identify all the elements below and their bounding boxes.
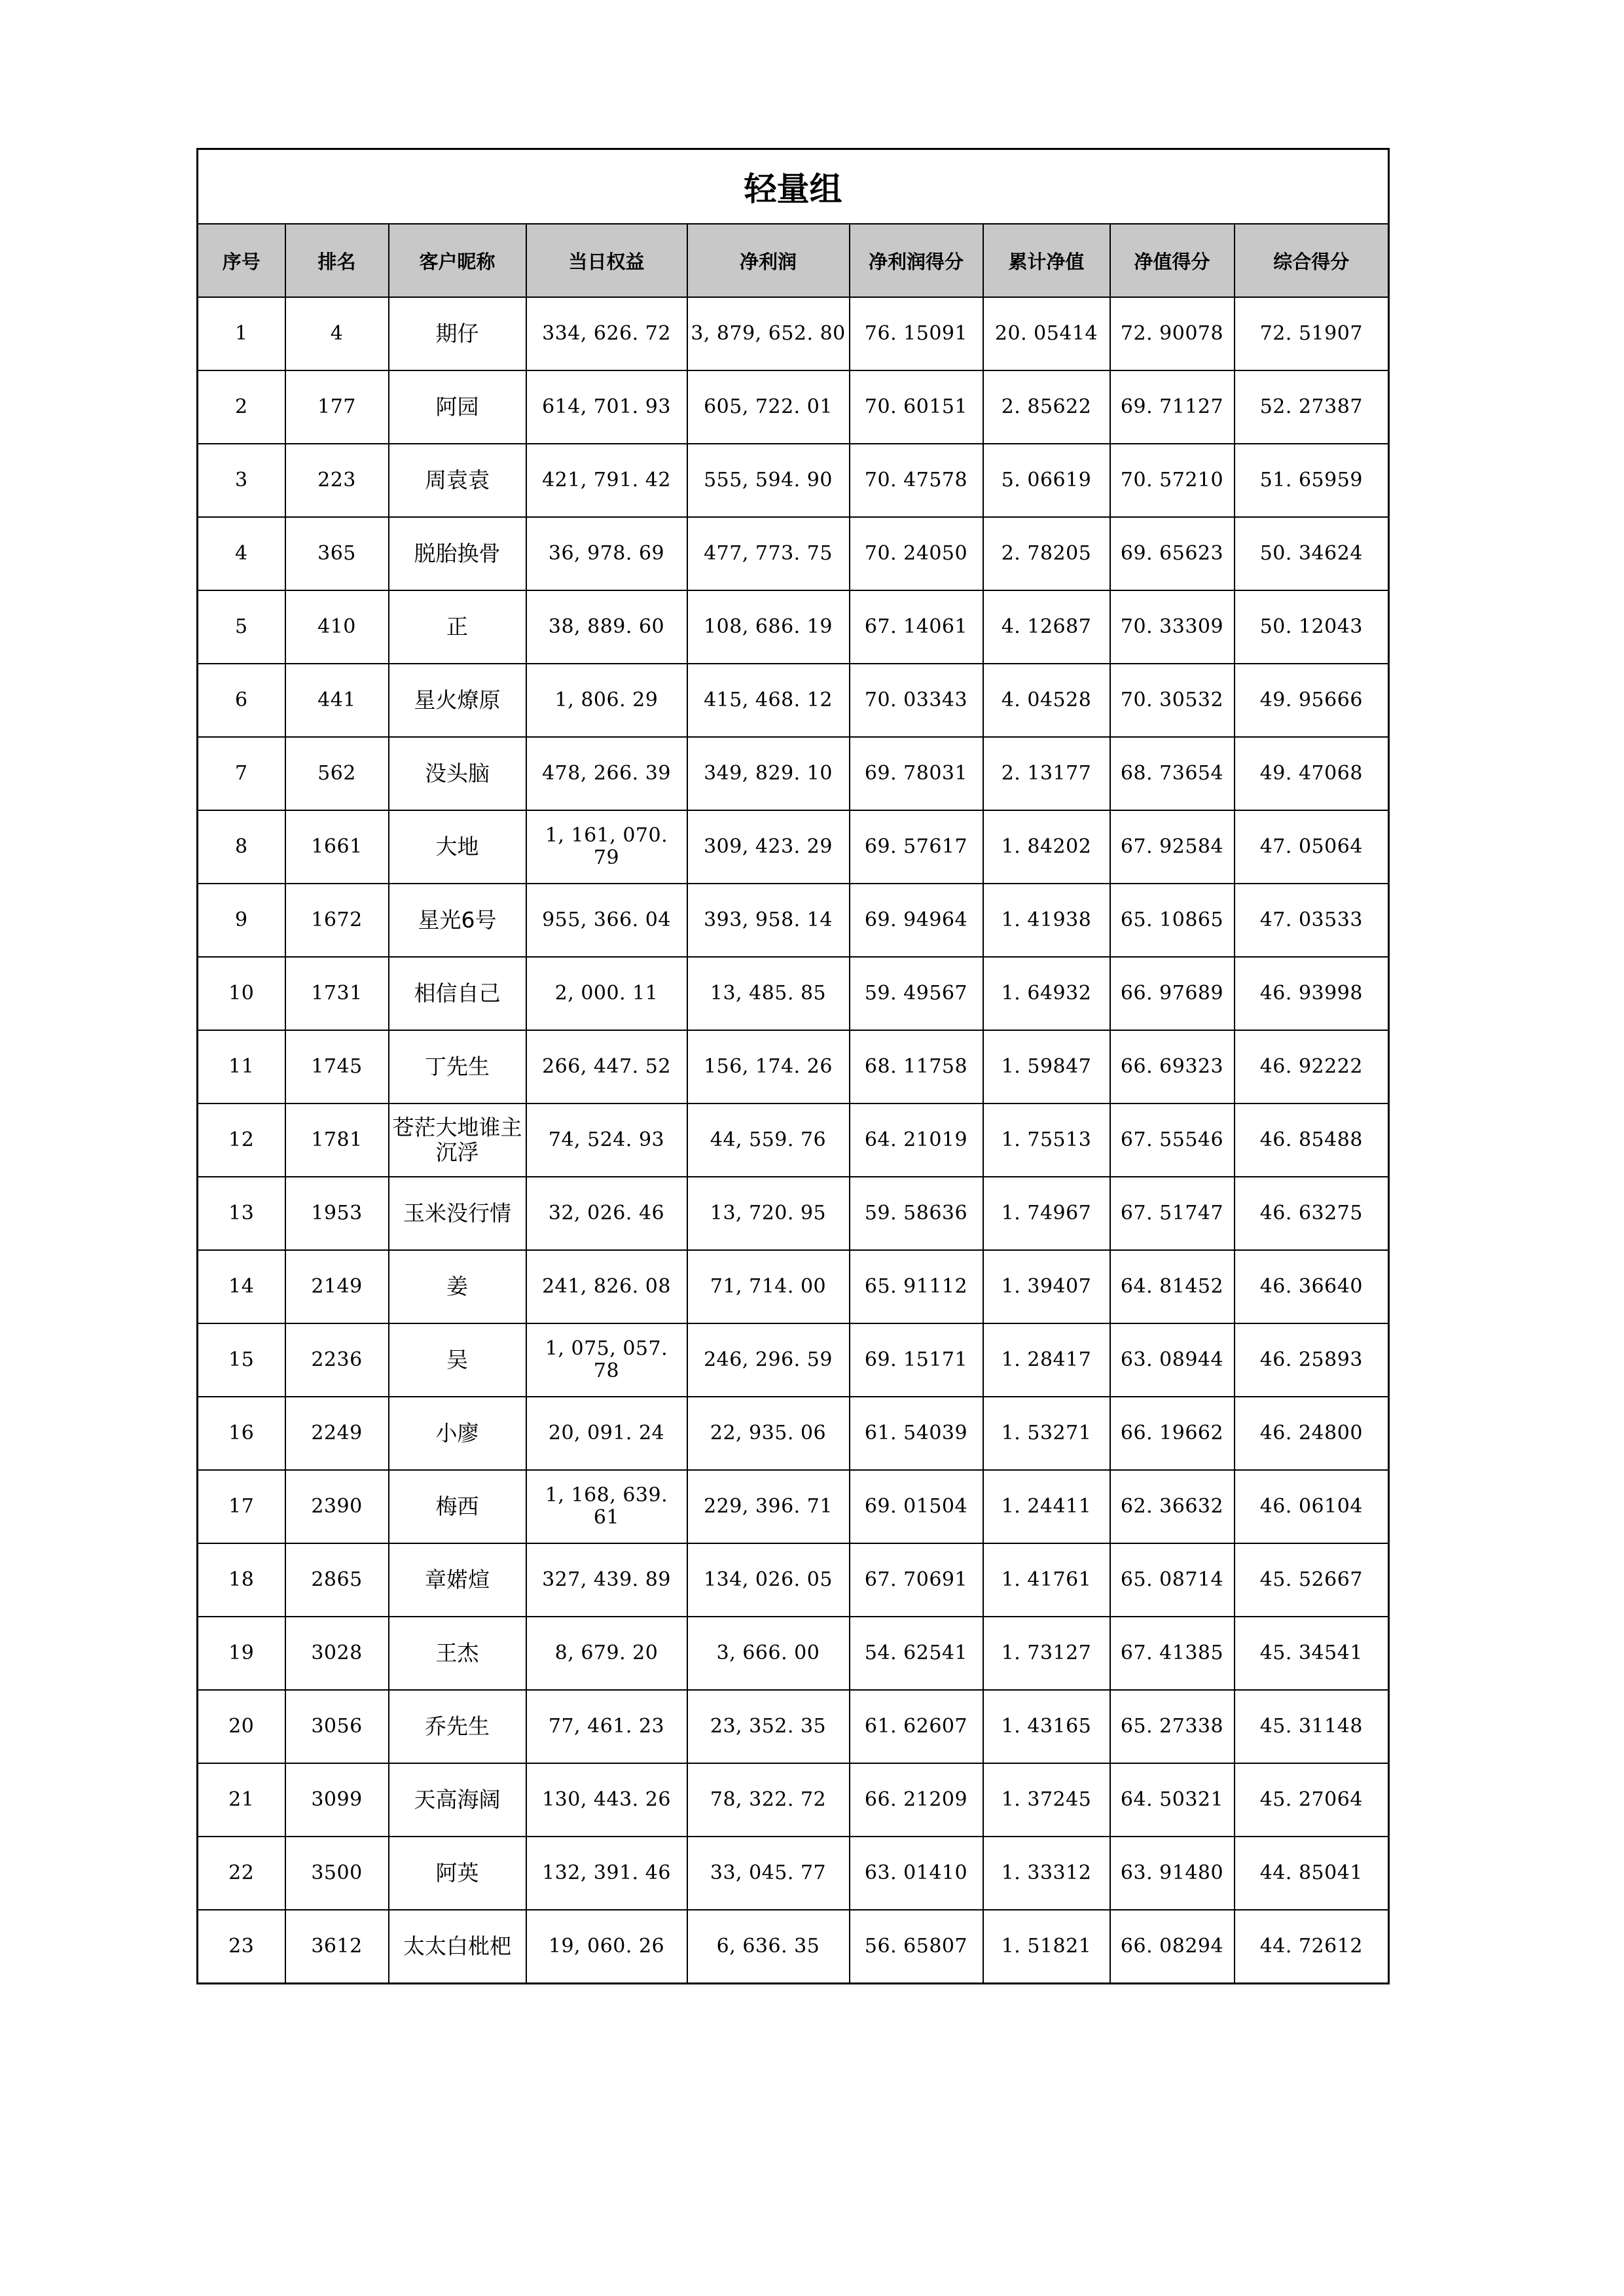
table-row xyxy=(198,1910,1389,1984)
total-score-cell: 46. 92222 xyxy=(1235,1030,1389,1103)
index-cell: 19 xyxy=(198,1617,285,1690)
net-profit-score-cell: 56. 65807 xyxy=(850,1910,983,1984)
column-header-rank: 排名 xyxy=(285,224,389,297)
nickname-cell: 小廖 xyxy=(389,1397,526,1470)
index-cell: 18 xyxy=(198,1543,285,1617)
index-cell: 12 xyxy=(198,1103,285,1177)
index-cell: 9 xyxy=(198,884,285,957)
net-profit-score-cell: 70. 24050 xyxy=(850,517,983,590)
equity-cell: 2, 000. 11 xyxy=(526,957,687,1030)
total-score-cell: 72. 51907 xyxy=(1235,297,1389,370)
rank-cell: 410 xyxy=(285,590,389,664)
cumulative-nav-cell: 2. 85622 xyxy=(983,370,1110,444)
nickname-cell: 阿英 xyxy=(389,1837,526,1910)
cumulative-nav-cell: 1. 24411 xyxy=(983,1470,1110,1543)
nav-score-cell: 67. 55546 xyxy=(1110,1103,1235,1177)
column-header-index: 序号 xyxy=(198,224,285,297)
nickname-cell: 期仔 xyxy=(389,297,526,370)
net-profit-score-cell: 69. 94964 xyxy=(850,884,983,957)
net-profit-cell: 349, 829. 10 xyxy=(687,737,850,810)
total-score-cell: 50. 12043 xyxy=(1235,590,1389,664)
net-profit-score-cell: 70. 60151 xyxy=(850,370,983,444)
net-profit-cell: 3, 666. 00 xyxy=(687,1617,850,1690)
net-profit-cell: 309, 423. 29 xyxy=(687,810,850,884)
table-row xyxy=(198,884,1389,957)
rank-cell: 2236 xyxy=(285,1323,389,1397)
total-score-cell: 46. 24800 xyxy=(1235,1397,1389,1470)
table-row xyxy=(198,444,1389,517)
index-cell: 11 xyxy=(198,1030,285,1103)
nickname-cell: 星火燎原 xyxy=(389,664,526,737)
rank-cell: 177 xyxy=(285,370,389,444)
nav-score-cell: 66. 69323 xyxy=(1110,1030,1235,1103)
total-score-cell: 45. 27064 xyxy=(1235,1763,1389,1837)
nickname-cell: 苍茫大地谁主沉浮 xyxy=(389,1103,526,1177)
net-profit-score-cell: 69. 78031 xyxy=(850,737,983,810)
nav-score-cell: 72. 90078 xyxy=(1110,297,1235,370)
rank-cell: 3056 xyxy=(285,1690,389,1763)
nickname-cell: 相信自己 xyxy=(389,957,526,1030)
nav-score-cell: 63. 91480 xyxy=(1110,1837,1235,1910)
nickname-cell: 正 xyxy=(389,590,526,664)
nav-score-cell: 65. 10865 xyxy=(1110,884,1235,957)
total-score-cell: 46. 25893 xyxy=(1235,1323,1389,1397)
net-profit-score-cell: 59. 49567 xyxy=(850,957,983,1030)
score-sheet xyxy=(196,148,1388,1984)
table-row xyxy=(198,1543,1389,1617)
index-cell: 8 xyxy=(198,810,285,884)
nickname-cell: 星光6号 xyxy=(389,884,526,957)
nav-score-cell: 62. 36632 xyxy=(1110,1470,1235,1543)
nav-score-cell: 69. 65623 xyxy=(1110,517,1235,590)
table-row xyxy=(198,957,1389,1030)
rank-cell: 365 xyxy=(285,517,389,590)
index-cell: 5 xyxy=(198,590,285,664)
table-row xyxy=(198,1690,1389,1763)
cumulative-nav-cell: 4. 04528 xyxy=(983,664,1110,737)
table-row xyxy=(198,1397,1389,1470)
index-cell: 14 xyxy=(198,1250,285,1323)
equity-cell: 1, 161, 070. 79 xyxy=(526,810,687,884)
nickname-cell: 丁先生 xyxy=(389,1030,526,1103)
rank-cell: 223 xyxy=(285,444,389,517)
net-profit-cell: 78, 322. 72 xyxy=(687,1763,850,1837)
net-profit-cell: 134, 026. 05 xyxy=(687,1543,850,1617)
nickname-cell: 周袁袁 xyxy=(389,444,526,517)
cumulative-nav-cell: 1. 39407 xyxy=(983,1250,1110,1323)
total-score-cell: 47. 05064 xyxy=(1235,810,1389,884)
title-row xyxy=(198,149,1389,224)
index-cell: 21 xyxy=(198,1763,285,1837)
net-profit-cell: 23, 352. 35 xyxy=(687,1690,850,1763)
table-row xyxy=(198,1470,1389,1543)
table-row xyxy=(198,664,1389,737)
cumulative-nav-cell: 20. 05414 xyxy=(983,297,1110,370)
rank-cell: 3500 xyxy=(285,1837,389,1910)
nickname-cell: 脱胎换骨 xyxy=(389,517,526,590)
nickname-cell: 玉米没行情 xyxy=(389,1177,526,1250)
net-profit-cell: 555, 594. 90 xyxy=(687,444,850,517)
index-cell: 16 xyxy=(198,1397,285,1470)
cumulative-nav-cell: 1. 41761 xyxy=(983,1543,1110,1617)
nickname-cell: 乔先生 xyxy=(389,1690,526,1763)
index-cell: 6 xyxy=(198,664,285,737)
rank-cell: 4 xyxy=(285,297,389,370)
equity-cell: 955, 366. 04 xyxy=(526,884,687,957)
rank-cell: 3028 xyxy=(285,1617,389,1690)
rank-cell: 1745 xyxy=(285,1030,389,1103)
column-header-total-score: 综合得分 xyxy=(1235,224,1389,297)
table-row xyxy=(198,1177,1389,1250)
table-title: 轻量组 xyxy=(198,149,1389,224)
net-profit-score-cell: 64. 21019 xyxy=(850,1103,983,1177)
net-profit-cell: 33, 045. 77 xyxy=(687,1837,850,1910)
cumulative-nav-cell: 1. 33312 xyxy=(983,1837,1110,1910)
net-profit-cell: 13, 720. 95 xyxy=(687,1177,850,1250)
total-score-cell: 46. 36640 xyxy=(1235,1250,1389,1323)
rank-cell: 2865 xyxy=(285,1543,389,1617)
table-row xyxy=(198,517,1389,590)
table-row xyxy=(198,737,1389,810)
equity-cell: 266, 447. 52 xyxy=(526,1030,687,1103)
nickname-cell: 阿园 xyxy=(389,370,526,444)
cumulative-nav-cell: 1. 75513 xyxy=(983,1103,1110,1177)
cumulative-nav-cell: 1. 59847 xyxy=(983,1030,1110,1103)
net-profit-cell: 6, 636. 35 xyxy=(687,1910,850,1984)
equity-cell: 334, 626. 72 xyxy=(526,297,687,370)
table-row xyxy=(198,297,1389,370)
nav-score-cell: 69. 71127 xyxy=(1110,370,1235,444)
equity-cell: 32, 026. 46 xyxy=(526,1177,687,1250)
total-score-cell: 45. 31148 xyxy=(1235,1690,1389,1763)
cumulative-nav-cell: 5. 06619 xyxy=(983,444,1110,517)
net-profit-score-cell: 70. 03343 xyxy=(850,664,983,737)
nickname-cell: 章婼煊 xyxy=(389,1543,526,1617)
total-score-cell: 44. 85041 xyxy=(1235,1837,1389,1910)
equity-cell: 614, 701. 93 xyxy=(526,370,687,444)
net-profit-score-cell: 61. 54039 xyxy=(850,1397,983,1470)
table-row xyxy=(198,370,1389,444)
equity-cell: 130, 443. 26 xyxy=(526,1763,687,1837)
nav-score-cell: 64. 81452 xyxy=(1110,1250,1235,1323)
cumulative-nav-cell: 1. 28417 xyxy=(983,1323,1110,1397)
index-cell: 17 xyxy=(198,1470,285,1543)
cumulative-nav-cell: 2. 13177 xyxy=(983,737,1110,810)
total-score-cell: 44. 72612 xyxy=(1235,1910,1389,1984)
total-score-cell: 49. 95666 xyxy=(1235,664,1389,737)
header-row xyxy=(198,224,1389,297)
table-row xyxy=(198,1617,1389,1690)
rank-cell: 2390 xyxy=(285,1470,389,1543)
nickname-cell: 吴 xyxy=(389,1323,526,1397)
nav-score-cell: 66. 97689 xyxy=(1110,957,1235,1030)
equity-cell: 77, 461. 23 xyxy=(526,1690,687,1763)
cumulative-nav-cell: 1. 41938 xyxy=(983,884,1110,957)
equity-cell: 478, 266. 39 xyxy=(526,737,687,810)
rank-cell: 2149 xyxy=(285,1250,389,1323)
equity-cell: 1, 806. 29 xyxy=(526,664,687,737)
column-header-nickname: 客户昵称 xyxy=(389,224,526,297)
index-cell: 4 xyxy=(198,517,285,590)
net-profit-cell: 415, 468. 12 xyxy=(687,664,850,737)
net-profit-cell: 71, 714. 00 xyxy=(687,1250,850,1323)
column-header-net-profit-score: 净利润得分 xyxy=(850,224,983,297)
equity-cell: 241, 826. 08 xyxy=(526,1250,687,1323)
column-header-nav-score: 净值得分 xyxy=(1110,224,1235,297)
total-score-cell: 50. 34624 xyxy=(1235,517,1389,590)
index-cell: 7 xyxy=(198,737,285,810)
index-cell: 3 xyxy=(198,444,285,517)
nickname-cell: 天高海阔 xyxy=(389,1763,526,1837)
rank-cell: 3099 xyxy=(285,1763,389,1837)
net-profit-score-cell: 59. 58636 xyxy=(850,1177,983,1250)
nav-score-cell: 70. 57210 xyxy=(1110,444,1235,517)
rank-cell: 1672 xyxy=(285,884,389,957)
net-profit-score-cell: 66. 21209 xyxy=(850,1763,983,1837)
nav-score-cell: 67. 41385 xyxy=(1110,1617,1235,1690)
table-row xyxy=(198,810,1389,884)
nav-score-cell: 65. 08714 xyxy=(1110,1543,1235,1617)
equity-cell: 19, 060. 26 xyxy=(526,1910,687,1984)
nav-score-cell: 70. 30532 xyxy=(1110,664,1235,737)
equity-cell: 38, 889. 60 xyxy=(526,590,687,664)
table-row xyxy=(198,1103,1389,1177)
table-body xyxy=(198,297,1389,1984)
index-cell: 2 xyxy=(198,370,285,444)
net-profit-score-cell: 76. 15091 xyxy=(850,297,983,370)
equity-cell: 8, 679. 20 xyxy=(526,1617,687,1690)
table-row xyxy=(198,1837,1389,1910)
index-cell: 23 xyxy=(198,1910,285,1984)
equity-cell: 20, 091. 24 xyxy=(526,1397,687,1470)
nickname-cell: 大地 xyxy=(389,810,526,884)
total-score-cell: 46. 93998 xyxy=(1235,957,1389,1030)
nickname-cell: 没头脑 xyxy=(389,737,526,810)
column-header-net-profit: 净利润 xyxy=(687,224,850,297)
index-cell: 15 xyxy=(198,1323,285,1397)
net-profit-score-cell: 69. 15171 xyxy=(850,1323,983,1397)
total-score-cell: 46. 85488 xyxy=(1235,1103,1389,1177)
rank-cell: 562 xyxy=(285,737,389,810)
equity-cell: 74, 524. 93 xyxy=(526,1103,687,1177)
nav-score-cell: 67. 51747 xyxy=(1110,1177,1235,1250)
cumulative-nav-cell: 1. 37245 xyxy=(983,1763,1110,1837)
nav-score-cell: 68. 73654 xyxy=(1110,737,1235,810)
nav-score-cell: 67. 92584 xyxy=(1110,810,1235,884)
total-score-cell: 46. 06104 xyxy=(1235,1470,1389,1543)
cumulative-nav-cell: 4. 12687 xyxy=(983,590,1110,664)
nickname-cell: 姜 xyxy=(389,1250,526,1323)
net-profit-score-cell: 68. 11758 xyxy=(850,1030,983,1103)
net-profit-score-cell: 65. 91112 xyxy=(850,1250,983,1323)
index-cell: 22 xyxy=(198,1837,285,1910)
rank-cell: 1661 xyxy=(285,810,389,884)
nav-score-cell: 63. 08944 xyxy=(1110,1323,1235,1397)
net-profit-score-cell: 69. 57617 xyxy=(850,810,983,884)
cumulative-nav-cell: 1. 43165 xyxy=(983,1690,1110,1763)
nickname-cell: 梅西 xyxy=(389,1470,526,1543)
net-profit-cell: 229, 396. 71 xyxy=(687,1470,850,1543)
equity-cell: 327, 439. 89 xyxy=(526,1543,687,1617)
total-score-cell: 45. 52667 xyxy=(1235,1543,1389,1617)
equity-cell: 1, 075, 057. 78 xyxy=(526,1323,687,1397)
column-header-equity: 当日权益 xyxy=(526,224,687,297)
nav-score-cell: 66. 19662 xyxy=(1110,1397,1235,1470)
total-score-cell: 47. 03533 xyxy=(1235,884,1389,957)
net-profit-cell: 22, 935. 06 xyxy=(687,1397,850,1470)
total-score-cell: 51. 65959 xyxy=(1235,444,1389,517)
rank-cell: 1781 xyxy=(285,1103,389,1177)
total-score-cell: 49. 47068 xyxy=(1235,737,1389,810)
index-cell: 13 xyxy=(198,1177,285,1250)
index-cell: 10 xyxy=(198,957,285,1030)
equity-cell: 132, 391. 46 xyxy=(526,1837,687,1910)
nav-score-cell: 65. 27338 xyxy=(1110,1690,1235,1763)
ranking-table xyxy=(196,148,1390,1984)
cumulative-nav-cell: 1. 51821 xyxy=(983,1910,1110,1984)
net-profit-score-cell: 67. 14061 xyxy=(850,590,983,664)
rank-cell: 1953 xyxy=(285,1177,389,1250)
table-row xyxy=(198,1763,1389,1837)
rank-cell: 1731 xyxy=(285,957,389,1030)
net-profit-cell: 3, 879, 652. 80 xyxy=(687,297,850,370)
table-row xyxy=(198,1250,1389,1323)
net-profit-score-cell: 63. 01410 xyxy=(850,1837,983,1910)
table-row xyxy=(198,1323,1389,1397)
equity-cell: 421, 791. 42 xyxy=(526,444,687,517)
rank-cell: 2249 xyxy=(285,1397,389,1470)
net-profit-cell: 246, 296. 59 xyxy=(687,1323,850,1397)
table-row xyxy=(198,590,1389,664)
total-score-cell: 52. 27387 xyxy=(1235,370,1389,444)
total-score-cell: 46. 63275 xyxy=(1235,1177,1389,1250)
nickname-cell: 王杰 xyxy=(389,1617,526,1690)
cumulative-nav-cell: 1. 73127 xyxy=(983,1617,1110,1690)
net-profit-score-cell: 61. 62607 xyxy=(850,1690,983,1763)
index-cell: 1 xyxy=(198,297,285,370)
net-profit-score-cell: 70. 47578 xyxy=(850,444,983,517)
rank-cell: 441 xyxy=(285,664,389,737)
cumulative-nav-cell: 2. 78205 xyxy=(983,517,1110,590)
net-profit-cell: 605, 722. 01 xyxy=(687,370,850,444)
net-profit-cell: 13, 485. 85 xyxy=(687,957,850,1030)
net-profit-cell: 44, 559. 76 xyxy=(687,1103,850,1177)
nickname-cell: 太太白枇杷 xyxy=(389,1910,526,1984)
net-profit-cell: 393, 958. 14 xyxy=(687,884,850,957)
equity-cell: 1, 168, 639. 61 xyxy=(526,1470,687,1543)
rank-cell: 3612 xyxy=(285,1910,389,1984)
cumulative-nav-cell: 1. 64932 xyxy=(983,957,1110,1030)
net-profit-cell: 477, 773. 75 xyxy=(687,517,850,590)
net-profit-score-cell: 67. 70691 xyxy=(850,1543,983,1617)
cumulative-nav-cell: 1. 84202 xyxy=(983,810,1110,884)
cumulative-nav-cell: 1. 74967 xyxy=(983,1177,1110,1250)
net-profit-cell: 108, 686. 19 xyxy=(687,590,850,664)
index-cell: 20 xyxy=(198,1690,285,1763)
cumulative-nav-cell: 1. 53271 xyxy=(983,1397,1110,1470)
nav-score-cell: 70. 33309 xyxy=(1110,590,1235,664)
net-profit-cell: 156, 174. 26 xyxy=(687,1030,850,1103)
column-header-cumulative-nav: 累计净值 xyxy=(983,224,1110,297)
net-profit-score-cell: 54. 62541 xyxy=(850,1617,983,1690)
net-profit-score-cell: 69. 01504 xyxy=(850,1470,983,1543)
nav-score-cell: 66. 08294 xyxy=(1110,1910,1235,1984)
nav-score-cell: 64. 50321 xyxy=(1110,1763,1235,1837)
total-score-cell: 45. 34541 xyxy=(1235,1617,1389,1690)
table-row xyxy=(198,1030,1389,1103)
equity-cell: 36, 978. 69 xyxy=(526,517,687,590)
